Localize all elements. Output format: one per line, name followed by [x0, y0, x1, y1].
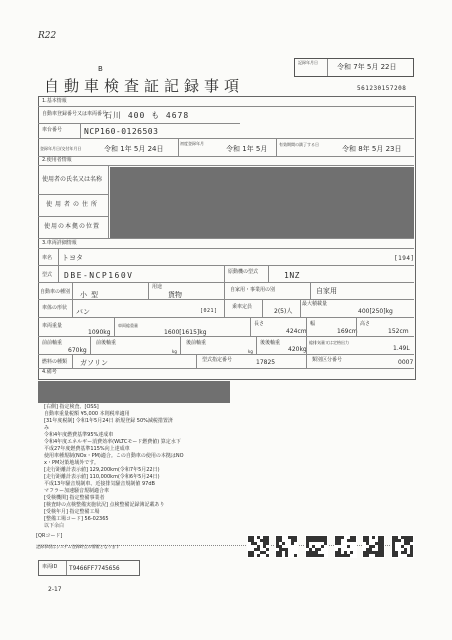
- private-label: 自家用・事業用の別: [230, 287, 276, 293]
- qr-code: [334, 535, 357, 558]
- body-shape-label: 車体の形状: [42, 305, 68, 311]
- qr-code: [275, 535, 298, 558]
- displacement-label: 総排気量又は定格出力: [309, 340, 349, 345]
- note-line: 以下余白: [44, 523, 65, 529]
- make-code: [194]: [394, 255, 415, 262]
- expiry-label: 有効期間の満了する日: [279, 142, 319, 147]
- gross-weight-value: 1600[1615]kg: [164, 329, 207, 336]
- qr-code: [305, 535, 328, 558]
- height-value: 152cm: [388, 328, 409, 335]
- weight-value: 1090kg: [88, 329, 111, 336]
- vehicle-id-value: T9466FF7745656: [69, 565, 120, 572]
- width-value: 169cm: [337, 328, 358, 335]
- private-value: 自家用: [316, 287, 337, 295]
- page-number: 2-17: [48, 586, 62, 593]
- note-line: 平成27年度燃費基準115%向上達成車: [44, 446, 130, 452]
- vehicle-type-value: 小型: [80, 291, 102, 299]
- note-line: 令和4年度エネルギー消費効率(WLTCモード燃費値) 算定水下: [44, 439, 181, 445]
- redacted-notes-header: [38, 381, 230, 403]
- note-line: [整備工場コード] 56-02365: [44, 516, 109, 522]
- length-value: 424cm: [286, 328, 307, 335]
- vehicle-id-label: 車両ID: [42, 564, 58, 570]
- base-location-label: 使用の本拠の位置: [44, 223, 101, 230]
- reg-number-value: 石川 400 も 4678: [104, 111, 190, 120]
- form-letter: B: [98, 65, 103, 73]
- note-line: [受検機関] 指定整備事業者: [44, 495, 105, 501]
- front-axle-value: 670kg: [68, 347, 87, 354]
- note-line: 平成13年騒音規制車、近接排気騒音規制値 97dB: [44, 481, 155, 487]
- qr-code: [247, 535, 270, 558]
- rear-axle-value: 420kg: [288, 346, 307, 353]
- note-line: 令和4年度燃費基準95%達成車: [44, 432, 114, 438]
- note-line: み: [44, 425, 50, 431]
- note-line: [右側] 指定検査、[OSS]: [44, 404, 99, 410]
- redacted-user-info: [110, 167, 414, 238]
- doc-title: 自動車検査証記録事項: [44, 77, 245, 95]
- chassis-value: NCP160-0126503: [84, 127, 159, 136]
- body-shape-value: バン: [76, 308, 90, 316]
- note-line: [走行距離計表示値] 110,000km(令和6年5月24日): [44, 474, 160, 480]
- mid-axle-value: kg: [172, 349, 177, 354]
- issue-date-box: [294, 58, 414, 77]
- make-label: 車名: [42, 255, 53, 261]
- expiry-value: 令和 8年 5月 23日: [342, 145, 402, 153]
- use-value: 貨物: [168, 291, 182, 299]
- model-value: DBE-NCP160V: [64, 271, 134, 280]
- model-label: 型式: [42, 272, 53, 278]
- section4-header: 4.備考: [42, 369, 57, 375]
- rear-front-axle-label: 後前軸重: [186, 340, 207, 346]
- first-year-label: 初度登録年月: [180, 141, 204, 146]
- note-line: 使用車種規制(NOx・PM)適合。この自動車の使用の本拠はNO: [44, 453, 184, 459]
- qr-code: [362, 535, 385, 558]
- reg-number-label: 自動車登録番号又は車両番号: [42, 111, 108, 117]
- section3-header: 3.車両詳細情報: [42, 240, 77, 246]
- note-line: マフラー加速騒音規制適合車: [44, 488, 110, 494]
- user-name-label: 使用者の氏名又は名称: [42, 176, 103, 183]
- note-line: x・PM対策地域外です。: [44, 460, 99, 466]
- fuel-value: ガソリン: [80, 359, 108, 367]
- issue-date-label: 記録年月日: [298, 60, 318, 65]
- rear-front-axle-value: kg: [248, 349, 253, 354]
- height-label: 高さ: [360, 321, 371, 327]
- first-reg-value: 令和 1年 5月 24日: [104, 145, 164, 153]
- capacity-label: 乗車定員: [232, 304, 253, 310]
- weight-label: 車両重量: [42, 323, 63, 329]
- vehicle-id-box: [38, 560, 140, 576]
- type-designation-label: 型式指定番号: [202, 357, 233, 363]
- note-line: [走行距離計表示値] 129,200km(令和7年5月22日): [44, 467, 160, 473]
- width-label: 幅: [310, 321, 316, 327]
- first-year-value: 令和 1年 5月: [226, 145, 268, 153]
- system-note: 記録事項はシステム登録時点の情報となります: [36, 544, 120, 549]
- gross-weight-label: 車両総重量: [118, 323, 138, 328]
- chassis-label: 車台番号: [42, 127, 63, 133]
- doc-number: 561230157208: [357, 85, 407, 92]
- note-line: [検査時の点検整備実施状況] 点検整備記録簿記載あり: [44, 502, 165, 508]
- category-value: 0007: [398, 359, 414, 366]
- note-line: [受検年月] 指定整備工場: [44, 509, 100, 515]
- engine-value: 1NZ: [284, 271, 300, 280]
- vehicle-type-label: 自動車の種別: [40, 289, 71, 295]
- note-line: [31年度税制] 令和1年5月24日 新規登録 50%減税措置済: [44, 418, 173, 424]
- make-value: トヨタ: [62, 254, 83, 262]
- section2-header: 2.使用者情報: [42, 157, 72, 163]
- max-load-label: 最大積載量: [302, 301, 328, 307]
- displacement-value: 1.49L: [393, 345, 410, 352]
- user-address-label: 使用者の住所: [46, 201, 101, 208]
- fuel-label: 燃料の種類: [42, 359, 68, 365]
- qr-label: [QRコード]: [36, 533, 63, 539]
- first-reg-label: 登録年月日/交付年月日: [40, 146, 82, 151]
- rear-axle-label: 後後軸重: [260, 340, 281, 346]
- front-axle-label: 前前軸重: [42, 340, 63, 346]
- body-shape-code: [021]: [200, 308, 218, 314]
- mid-axle-label: 前後軸重: [96, 340, 117, 346]
- capacity-value: 2(5)人: [274, 308, 293, 315]
- note-line: 自動車重量税額 ¥5,000 本則税率適用: [44, 411, 130, 417]
- qr-code: [391, 535, 414, 558]
- max-load-value: 400[250]kg: [358, 308, 393, 315]
- category-label: 類別区分番号: [312, 357, 343, 363]
- use-label: 用途: [152, 284, 163, 290]
- issue-date-value: 令和 7年 5月 22日: [337, 63, 397, 71]
- length-label: 長さ: [254, 321, 265, 327]
- engine-label: 原動機の型式: [228, 269, 259, 275]
- section1-header: 1.基本情報: [42, 98, 67, 104]
- type-designation-value: 17825: [256, 359, 276, 366]
- handwritten-note: R22: [38, 31, 57, 41]
